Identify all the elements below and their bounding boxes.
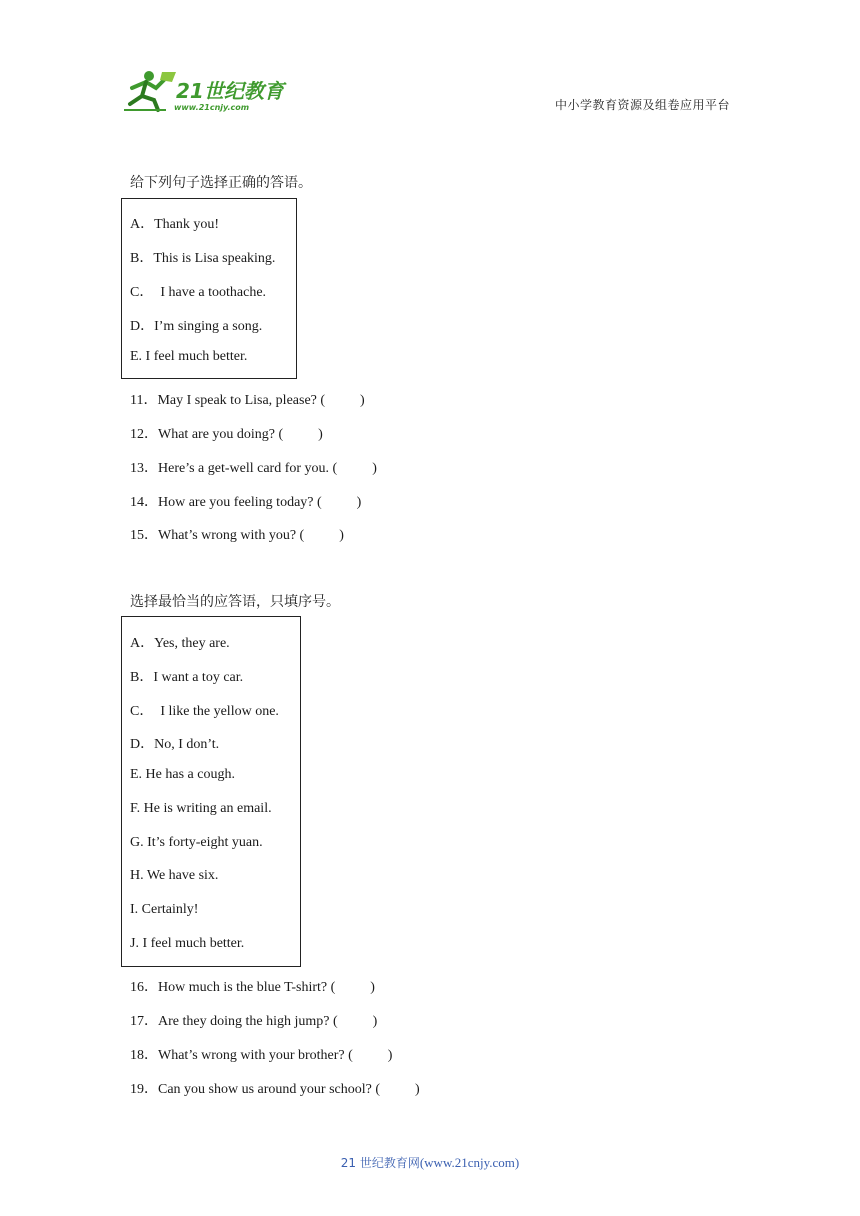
question-12: 12．What are you doing? ( ): [130, 427, 323, 442]
option-e: E. He has a cough.: [130, 767, 235, 782]
option-a: A．Yes, they are.: [130, 636, 230, 651]
platform-tagline: 中小学教育资源及组卷应用平台: [554, 98, 730, 112]
site-logo: [122, 68, 292, 114]
option-c: C． I like the yellow one.: [130, 704, 279, 719]
option-d: D．No, I don’t.: [130, 737, 220, 752]
question-13: 13．Here’s a get-well card for you. ( ): [130, 461, 377, 476]
question-18: 18．What’s wrong with your brother? ( ): [130, 1048, 393, 1063]
option-e: E. I feel much better.: [130, 349, 248, 364]
section-1-title: 给下列句子选择正确的答语。: [130, 175, 312, 191]
option-b: B．This is Lisa speaking.: [130, 251, 276, 266]
section-2-title: 选择最恰当的应答语，只填序号。: [130, 594, 340, 610]
option-c: C． I have a toothache.: [130, 285, 267, 300]
option-b: B．I want a toy car.: [130, 670, 244, 685]
option-g: G. It’s forty-eight yuan.: [130, 835, 263, 850]
footer-site-name: 21 世纪教育网: [340, 1156, 420, 1170]
option-f: F. He is writing an email.: [130, 801, 272, 816]
question-11: 11．May I speak to Lisa, please? ( ): [130, 393, 365, 408]
option-j: J. I feel much better.: [130, 936, 245, 951]
logo-text: 21世纪教育: [176, 79, 284, 103]
footer-link[interactable]: (www.21cnjy.com): [419, 1155, 520, 1170]
question-19: 19．Can you show us around your school? ( ): [130, 1082, 420, 1097]
question-14: 14．How are you feeling today? ( ): [130, 495, 362, 510]
question-17: 17．Are they doing the high jump? ( ): [130, 1014, 378, 1029]
option-i: I. Certainly!: [130, 902, 199, 917]
runner-logo-icon: [122, 68, 292, 114]
question-16: 16．How much is the blue T-shirt? ( ): [130, 980, 375, 995]
option-h: H. We have six.: [130, 868, 219, 883]
option-d: D．I’m singing a song.: [130, 319, 263, 334]
logo-url: www.21cnjy.com: [174, 103, 250, 112]
question-15: 15．What’s wrong with you? ( ): [130, 528, 344, 543]
option-a: A．Thank you!: [130, 217, 220, 232]
footer: [0, 1154, 860, 1171]
